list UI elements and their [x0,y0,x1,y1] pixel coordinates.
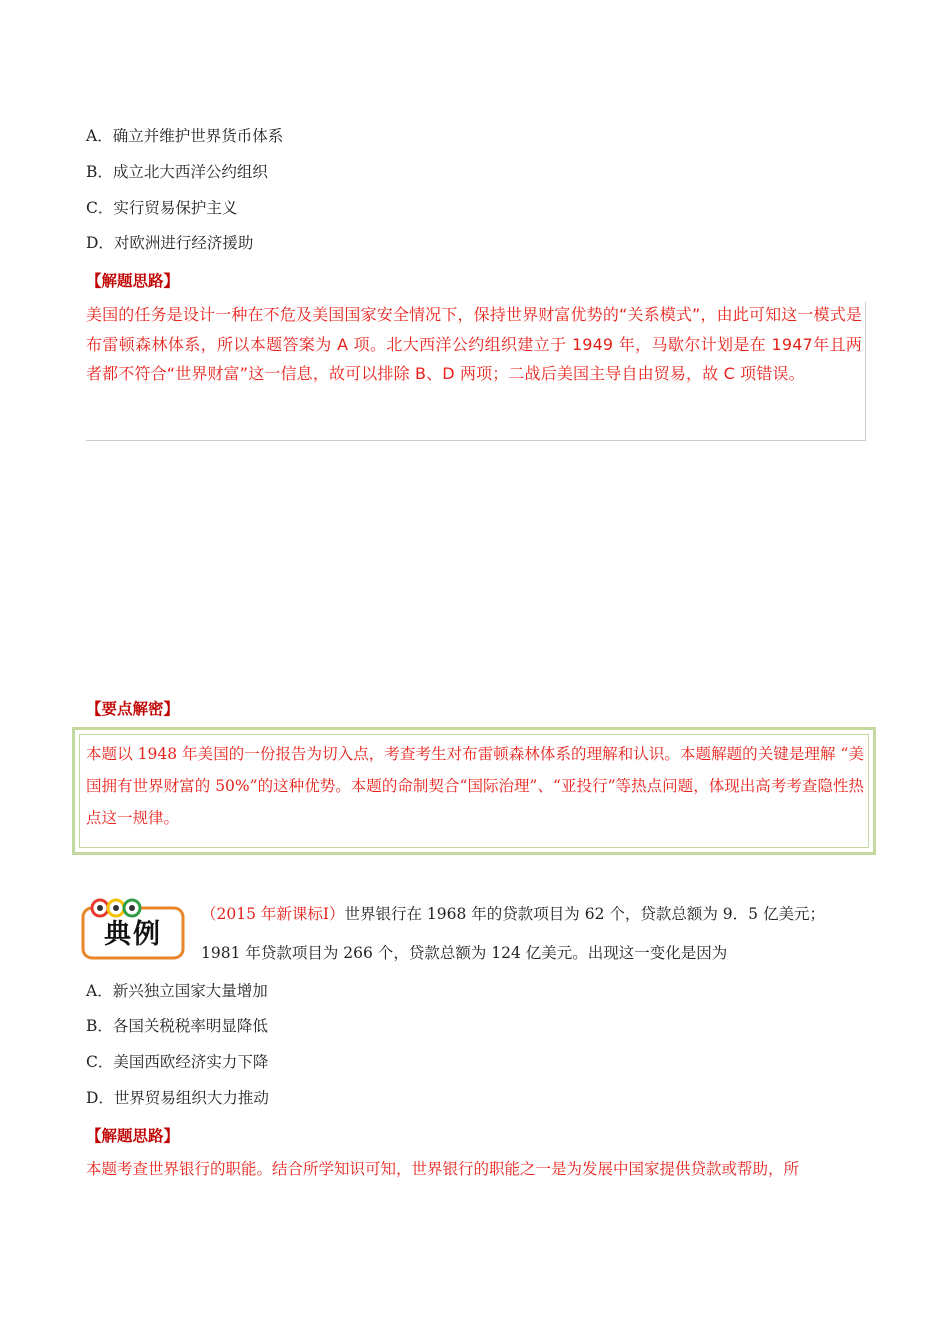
option-c: C．实行贸易保护主义 [86,199,238,217]
example-source: （2015 年新课标Ⅰ） [201,905,345,923]
analysis-text: 美国的任务是设计一种在不危及美国国家安全情况下，保持世界财富优势的“关系模式”，由此可知这一模式是布雷顿森林体系，所以本题答案为 A 项。北大西洋公约组织建立于 1949 年，马歇尔计划是在 1947年且两者都不符合“世界财富”这一信息，故可以排除 B、D 两项；二战后美国主导自由贸易，故 C 项错误。 [86,305,862,383]
option-d: D．对欧洲进行经济援助 [86,234,254,252]
keypoint-text: 本题以 1948 年美国的一份报告为切入点，考查考生对布雷顿森林体系的理解和认识。本题解题的关键是理解 “美国拥有世界财富的 50%”的这种优势。本题的命制契合“国际治理”、“亚投行”等热点问题，体现出高考考查隐性热点这一规律。 [86,745,864,827]
example-analysis-text: 本题考查世界银行的职能。结合所学知识可知，世界银行的职能之一是为发展中国家提供贷款或帮助，所 [86,1160,800,1178]
example-option-c: C．美国西欧经济实力下降 [86,1053,269,1071]
example-stem-text1: 世界银行在 1968 年的贷款项目为 62 个，贷款总额为 9．5 亿美元； [344,905,825,923]
option-a: A．确立并维护世界货币体系 [86,127,284,145]
example-option-b: B．各国关税税率明显降低 [86,1017,268,1035]
option-b: B．成立北大西洋公约组织 [86,163,268,181]
example-option-d: D．世界贸易组织大力推动 [86,1089,269,1107]
example-stem-line1 [201,904,825,924]
example-badge-label: 典例 [104,919,162,950]
example-stem-line2: 1981 年贷款项目为 266 个，贷款总额为 124 亿美元。出现这一变化是因为 [201,944,728,962]
example-option-a: A．新兴独立国家大量增加 [86,982,268,1000]
analysis-heading: 【解题思路】 [86,271,180,290]
keypoint-heading: 【要点解密】 [86,699,180,718]
example-badge [80,896,186,960]
example-analysis-heading: 【解题思路】 [86,1126,180,1145]
